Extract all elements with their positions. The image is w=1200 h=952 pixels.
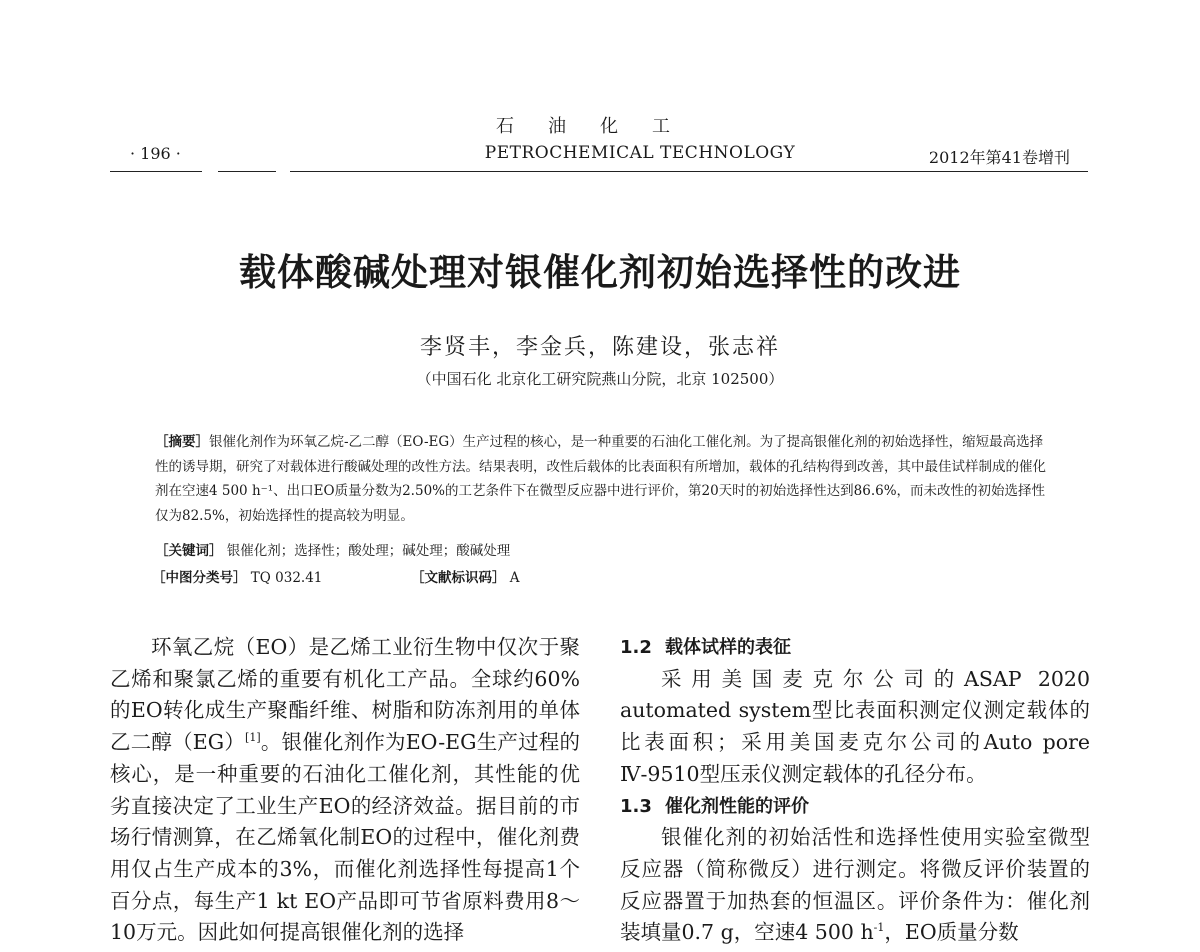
section-number: 1.3 bbox=[620, 795, 652, 817]
keywords-label: ［关键词］ bbox=[155, 543, 223, 559]
body-left-column bbox=[110, 632, 580, 949]
clc-number: TQ 032.41 bbox=[250, 570, 323, 586]
section-1-2-text: 采用美国麦克尔公司的ASAP 2020 automated system型比表面积测定仪测定载体的比表面积；采用美国麦克尔公司的Auto pore Ⅳ-9510型压汞仪测定载体的孔径分布。 bbox=[620, 666, 1090, 786]
intro-text-b: 。银催化剂作为EO-EG生产过程的核心，是一种重要的石油化工催化剂，其性能的优劣直接决定了工业生产EO的经济效益。据目前的市场行情测算，在乙烯氧化制EO的过程中，催化剂费用仅占生产成本的3%，而催化剂选择性每提高1个百分点，每生产1 kt EO产品即可节省原料费用8～10万元。因此如何提高银催化剂的选择 bbox=[110, 730, 580, 945]
author-affiliation: （中国石化 北京化工研究院燕山分院，北京 102500） bbox=[416, 370, 784, 388]
section-heading-1-3 bbox=[620, 791, 1090, 823]
section-1-3-text bbox=[620, 822, 1090, 949]
page-number: · 196 · bbox=[130, 144, 181, 163]
article-authors: 李贤丰，李金兵，陈建设，张志祥 bbox=[419, 335, 780, 360]
journal-name-cn: 石油化工 bbox=[496, 116, 704, 137]
intro-text-a: 环氧乙烷（EO）是乙烯工业衍生物中仅次于聚乙烯和聚氯乙烯的重要有机化工产品。全球约60%的EO转化成生产聚酯纤维、树脂和防冻剂用的单体乙二醇（EG） bbox=[110, 635, 580, 755]
classification-row bbox=[152, 566, 520, 586]
section-1-3-text-a: 银催化剂的初始活性和选择性使用实验室微型反应器（简称微反）进行测定。将微反评价装置的反应器置于加热套的恒温区。评价条件为：催化剂装填量0.7 g，空速4 500 h bbox=[620, 825, 1090, 945]
header-rule bbox=[110, 171, 202, 172]
keywords: 银催化剂；选择性；酸处理；碱处理；酸碱处理 bbox=[226, 543, 511, 559]
abstract bbox=[155, 430, 1055, 528]
intro-paragraph bbox=[110, 632, 580, 949]
citation-ref: [1] bbox=[245, 731, 261, 745]
abstract-label: ［摘要］ bbox=[155, 434, 209, 450]
unit-superscript: -1 bbox=[873, 921, 885, 935]
section-title: 载体试样的表征 bbox=[665, 637, 791, 658]
section-title: 催化剂性能的评价 bbox=[665, 795, 809, 817]
section-1-3-text-b: ，EO质量分数 bbox=[884, 920, 1019, 945]
header-rule bbox=[218, 171, 276, 172]
doc-code-label: ［文献标识码］ bbox=[411, 570, 506, 586]
keywords-row bbox=[155, 539, 510, 559]
clc-label: ［中图分类号］ bbox=[152, 570, 247, 586]
issue-info: 2012年第41卷增刊 bbox=[928, 148, 1070, 167]
journal-name-en: PETROCHEMICAL TECHNOLOGY bbox=[484, 143, 796, 163]
section-heading-1-2 bbox=[620, 632, 1090, 664]
section-number: 1.2 bbox=[620, 637, 652, 658]
body-right-column bbox=[620, 632, 1090, 949]
abstract-text: 银催化剂作为环氧乙烷-乙二醇（EO-EG）生产过程的核心，是一种重要的石油化工催化剂。为了提高银催化剂的初始选择性，缩短最高选择性的诱导期，研究了对载体进行酸碱处理的改性方法。结果表明，改性后载体的比表面积有所增加，载体的孔结构得到改善，其中最佳试样制成的催化剂在空速4 500 h⁻¹、出口EO质量分数为2.50%的工艺条件下在微型反应器中进行评价，第20天时的初始选择性达到86.6%，而未改性的初始选择性仅为82.5%，初始选择性的提高较为明显。 bbox=[155, 434, 1046, 524]
article-title: 载体酸碱处理对银催化剂初始选择性的改进 bbox=[239, 251, 961, 294]
header-rule bbox=[290, 171, 1088, 172]
doc-code: A bbox=[509, 570, 520, 586]
